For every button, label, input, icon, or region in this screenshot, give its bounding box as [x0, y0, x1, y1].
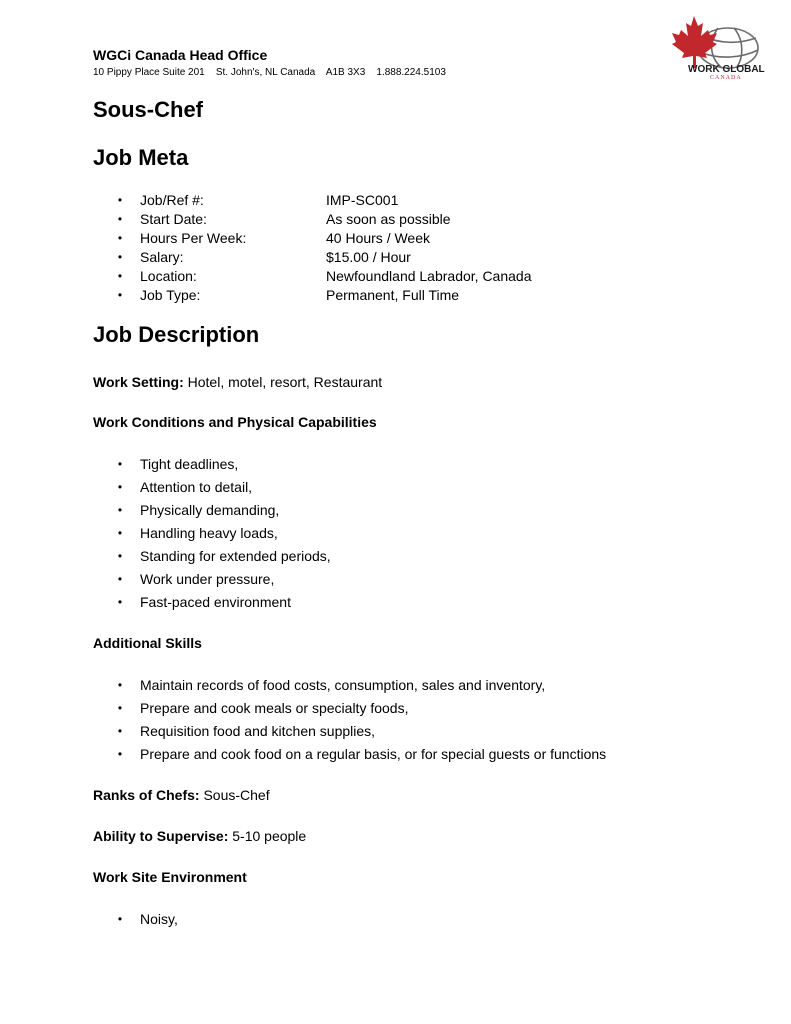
bullet: •: [117, 595, 123, 609]
ranks-value: Sous-Chef: [199, 787, 270, 803]
logo-main-text: WORK GLOBAL: [688, 64, 765, 75]
bullet: •: [117, 572, 123, 586]
work-setting: [93, 374, 382, 390]
work-site-environment-heading: [93, 869, 247, 885]
bullet: •: [117, 701, 123, 715]
job-description-heading: Job Description: [93, 322, 260, 347]
list-item-text: Prepare and cook food on a regular basis, or for special guests or functions: [140, 746, 607, 762]
meta-value: Permanent, Full Time: [326, 287, 460, 303]
additional-skills-heading-text: Additional Skills: [93, 635, 202, 651]
ranks-of-chefs: [93, 787, 270, 803]
supervise-value: 5-10 people: [228, 828, 307, 844]
list-item-text: Attention to detail,: [140, 479, 253, 495]
logo-sub-text: CANADA: [710, 75, 742, 81]
meta-label: Salary:: [140, 249, 184, 265]
conditions-heading: [93, 414, 377, 430]
bullet: •: [117, 212, 123, 226]
meta-label: Job/Ref #:: [140, 192, 204, 208]
bullet: •: [117, 747, 123, 761]
bullet: •: [117, 912, 123, 926]
bullet: •: [117, 526, 123, 540]
bullet: •: [117, 480, 123, 494]
list-item-text: Fast-paced environment: [140, 594, 291, 610]
meta-value: 40 Hours / Week: [326, 230, 431, 246]
work-setting-value: Hotel, motel, resort, Restaurant: [183, 374, 383, 390]
meta-value: $15.00 / Hour: [326, 249, 411, 265]
meta-label: Job Type:: [140, 287, 201, 303]
bullet: •: [117, 678, 123, 692]
meta-label: Location:: [140, 268, 197, 284]
bullet: •: [117, 457, 123, 471]
environment-heading-text: Work Site Environment: [93, 869, 247, 885]
maple-leaf-icon: [672, 16, 717, 68]
header-org-name: WGCi Canada Head Office: [93, 47, 268, 63]
bullet: •: [117, 250, 123, 264]
bullet: •: [117, 288, 123, 302]
job-meta-heading: Job Meta: [93, 145, 189, 170]
supervise-label: Ability to Supervise:: [93, 828, 229, 844]
ranks-label: Ranks of Chefs:: [93, 787, 200, 803]
additional-skills-heading: [93, 635, 202, 651]
meta-value: Newfoundland Labrador, Canada: [326, 268, 532, 284]
company-logo: [664, 14, 766, 86]
header-address: 10 Pippy Place Suite 201 St. John's, NL Canada A1B 3X3 1.888.224.5103: [93, 67, 446, 78]
ability-to-supervise: [93, 828, 306, 844]
bullet: •: [117, 503, 123, 517]
list-item-text: Prepare and cook meals or specialty foods,: [140, 700, 409, 716]
bullet: •: [117, 193, 123, 207]
list-item-text: Handling heavy loads,: [140, 525, 278, 541]
page-title: Sous-Chef: [93, 97, 203, 122]
meta-label: Start Date:: [140, 211, 207, 227]
list-item-text: Requisition food and kitchen supplies,: [140, 723, 376, 739]
list-item-text: Maintain records of food costs, consumption, sales and inventory,: [140, 677, 546, 693]
list-item-text: Physically demanding,: [140, 502, 280, 518]
bullet: •: [117, 724, 123, 738]
meta-label: Hours Per Week:: [140, 230, 247, 246]
bullet: •: [117, 549, 123, 563]
list-item-text: Standing for extended periods,: [140, 548, 331, 564]
meta-value: As soon as possible: [326, 211, 451, 227]
list-item-text: Noisy,: [140, 911, 178, 927]
bullet: •: [117, 269, 123, 283]
bullet: •: [117, 231, 123, 245]
work-setting-label: Work Setting:: [93, 374, 184, 390]
meta-value: IMP-SC001: [326, 192, 399, 208]
list-item-text: Tight deadlines,: [140, 456, 239, 472]
list-item-text: Work under pressure,: [140, 571, 275, 587]
conditions-heading-text: Work Conditions and Physical Capabilities: [93, 414, 377, 430]
